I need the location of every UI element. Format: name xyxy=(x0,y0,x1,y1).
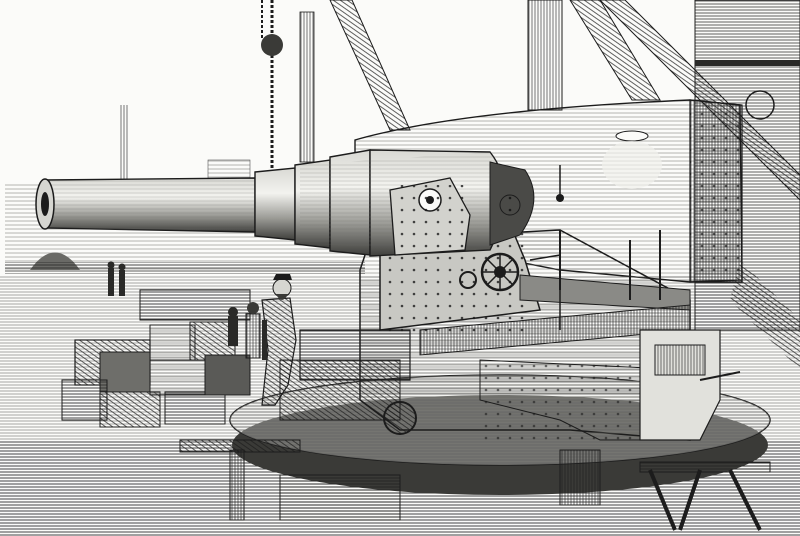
chimney-left xyxy=(120,105,128,180)
chimney-center xyxy=(300,12,314,162)
carriage-wheel xyxy=(384,402,416,434)
crane-pulley xyxy=(261,34,283,56)
shield-lamp xyxy=(616,131,648,141)
trunnion-mount xyxy=(390,178,470,255)
